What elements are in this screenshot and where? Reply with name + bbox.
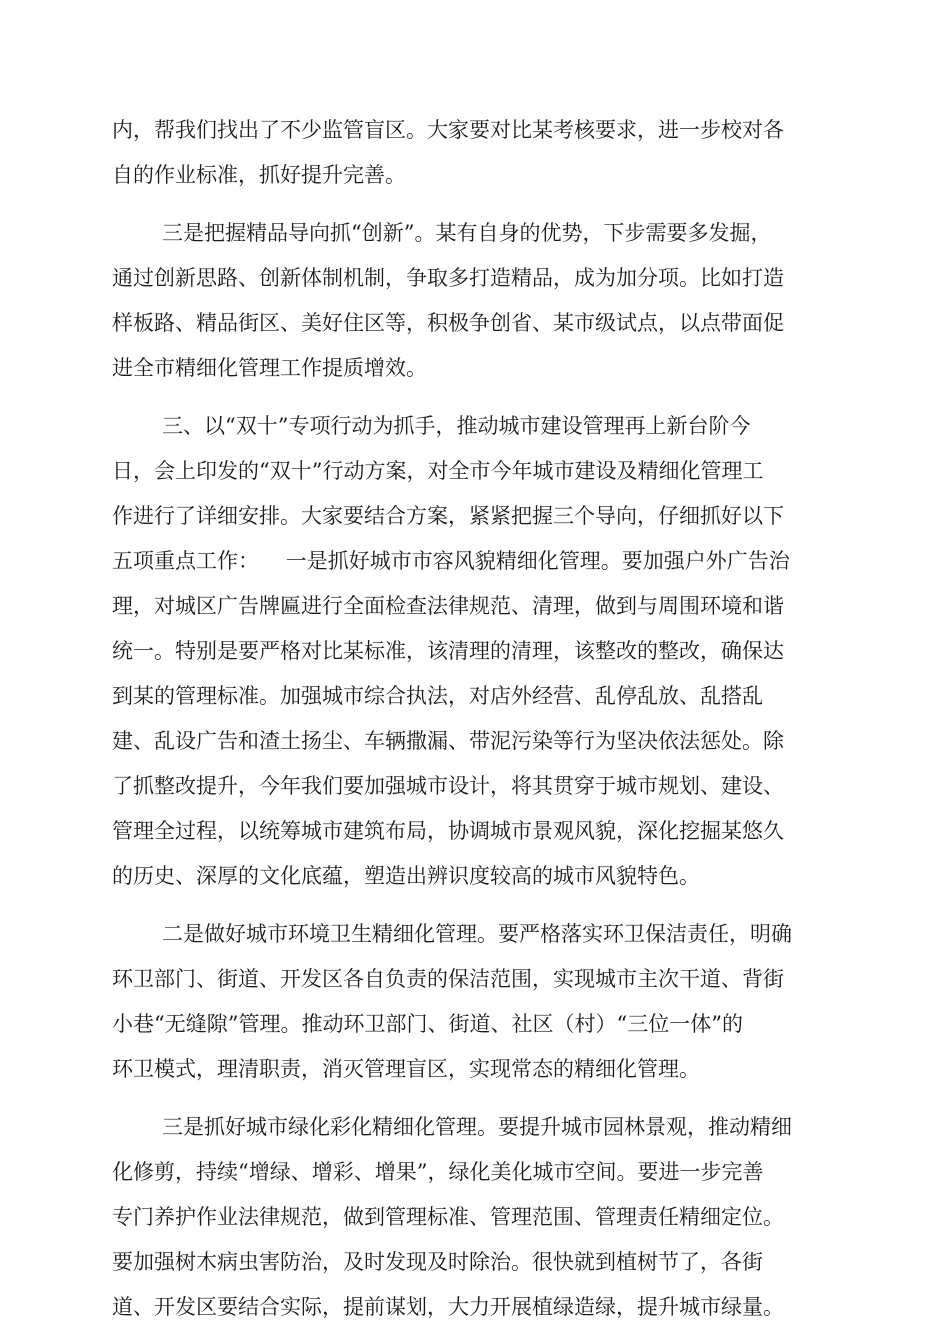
text-line: 二是做好城市环境卫生精细化管理。要严格落实环卫保洁责任，明确	[162, 922, 792, 946]
text-line: 统一。特别是要严格对比某标准，该清理的清理，该整改的整改，确保达	[112, 639, 784, 663]
paragraph	[112, 912, 834, 1092]
text-line: 环卫模式，理清职责，消灭管理盲区，实现常态的精细化管理。	[112, 1057, 700, 1081]
text-line: 专门养护作业法律规范，做到管理标准、管理范围、管理责任精细定位。	[112, 1205, 784, 1229]
text-line: 日，会上印发的“双十”行动方案，对全市今年城市建设及精细化管理工	[112, 459, 764, 483]
text-line: 到某的管理标准。加强城市综合执法，对店外经营、乱停乱放、乱搭乱	[112, 684, 763, 708]
text-line: 化修剪，持续“增绿、增彩、增果”，绿化美化城市空间。要进一步完善	[112, 1160, 764, 1184]
text-line: 管理全过程，以统筹城市建筑布局，协调城市景观风貌，深化挖掘某悠久	[112, 819, 784, 843]
text-line: 了抓整改提升，今年我们要加强城市设计，将其贯穿于城市规划、建设、	[112, 774, 784, 798]
document-body	[112, 108, 834, 1330]
text-line: 内，帮我们找出了不少监管盲区。大家要对比某考核要求，进一步校对各	[112, 118, 784, 142]
text-line: 环卫部门、街道、开发区各自负责的保洁范围，实现城市主次干道、背街	[112, 967, 784, 991]
text-line: 样板路、精品街区、美好住区等，积极争创省、某市级试点，以点带面促	[112, 311, 784, 335]
text-line: 自的作业标准，抓好提升完善。	[112, 163, 406, 187]
text-line: 的历史、深厚的文化底蕴，塑造出辨识度较高的城市风貌特色。	[112, 864, 700, 888]
text-line: 小巷“无缝隙”管理。推动环卫部门、街道、社区（村）“三位一体”的	[112, 1012, 743, 1036]
text-line: 理，对城区广告牌匾进行全面检查法律规范、清理，做到与周围环境和谐	[112, 594, 784, 618]
text-line: 建、乱设广告和渣土扬尘、车辆撒漏、带泥污染等行为坚决依法惩处。除	[112, 729, 784, 753]
paragraph	[112, 211, 834, 391]
paragraph	[112, 1105, 834, 1330]
text-line: 要加强树木病虫害防治，及时发现及时除治。很快就到植树节了，各街	[112, 1250, 763, 1274]
paragraph	[112, 404, 834, 899]
text-line: 道、开发区要结合实际，提前谋划，大力开展植绿造绿，提升城市绿量。	[112, 1295, 784, 1319]
text-line: 三是抓好城市绿化彩化精细化管理。要提升城市园林景观，推动精细	[162, 1115, 792, 1139]
text-line: 作进行了详细安排。大家要结合方案，紧紧把握三个导向，仔细抓好以下	[112, 504, 784, 528]
text-line: 三、以“双十”专项行动为抓手，推动城市建设管理再上新台阶今	[162, 414, 751, 438]
paragraph	[112, 108, 834, 198]
text-line: 三是把握精品导向抓“创新”。某有自身的优势，下步需要多发掘，	[162, 221, 772, 245]
text-line: 通过创新思路、创新体制机制，争取多打造精品，成为加分项。比如打造	[112, 266, 784, 290]
text-line: 进全市精细化管理工作提质增效。	[112, 356, 427, 380]
text-line: 五项重点工作： 一是抓好城市市容风貌精细化管理。要加强户外广告治	[112, 549, 790, 573]
